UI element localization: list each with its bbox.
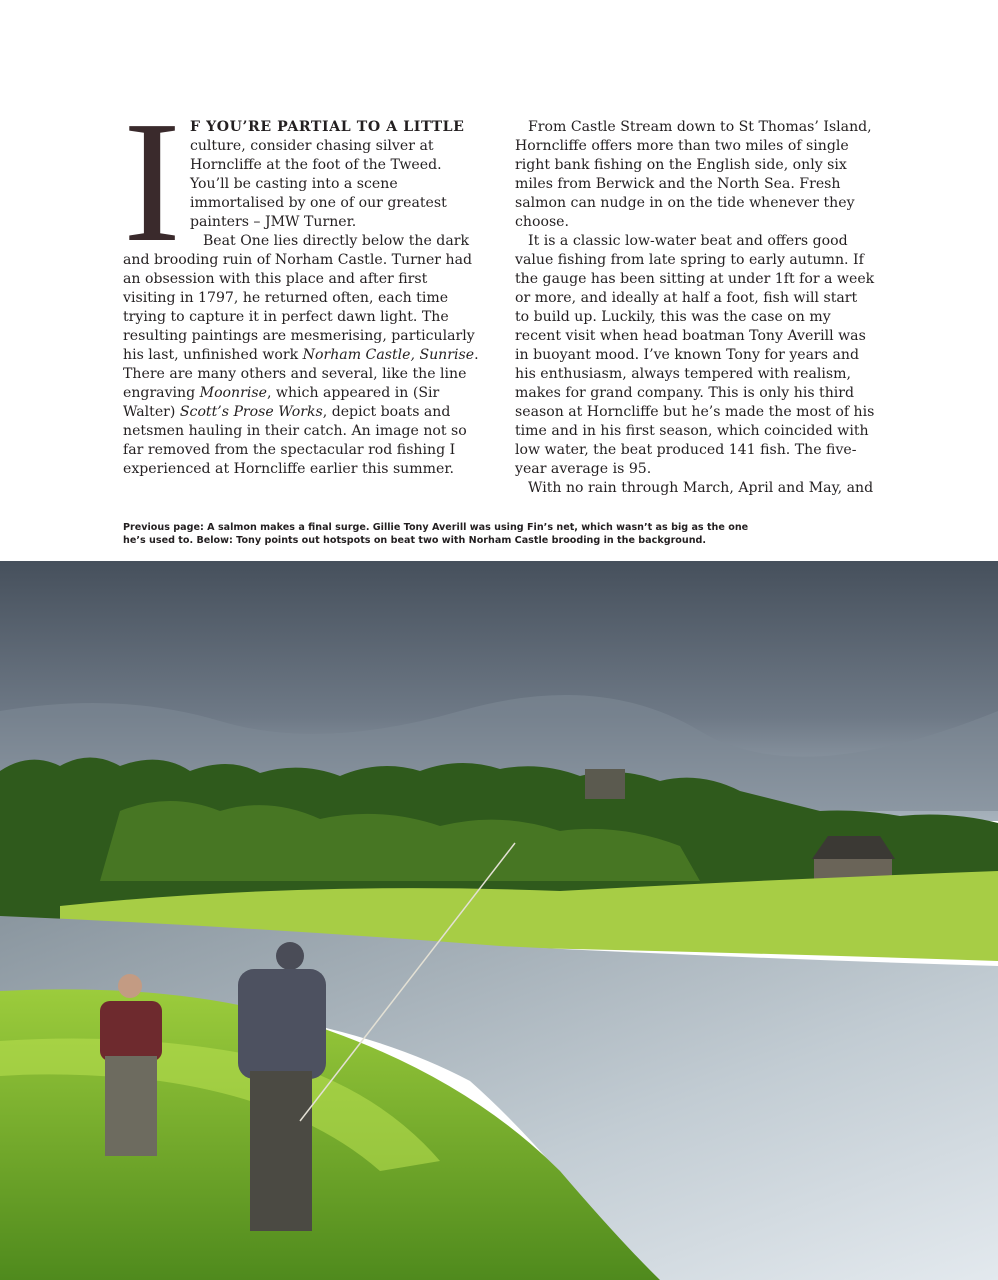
artwork-title: Norham Castle, Sunrise [302, 347, 475, 363]
paragraph-text: , depict boats and netsmen hauling in their catch. An image not so far removed from the spectacular rod fishing I experienced at Horncliffe earlier this summer. [123, 404, 467, 477]
paragraph-continued: With no rain through March, April and May, and [528, 480, 874, 496]
photo-caption [123, 522, 813, 547]
river-photo [0, 561, 998, 1280]
paragraph-text: Beat One lies directly below the dark and brooding ruin of Norham Castle. Turner had an obsession with this place and after first visiting in 1797, he returned often, each time trying to capture it in perfect dawn light. The resulting paintings are mesmerising, particularly his last, unfinished work [123, 233, 475, 363]
paragraph-text: . There are many others and several, like the line engraving [123, 347, 479, 401]
paragraph-beat: From Castle Stream down to St Thomas’ Island, Horncliffe offers more than two miles of single right bank fishing on the English side, only six miles from Berwick and the North Sea. Fresh salmon can nudge in on the tide whenever they choose. [515, 119, 872, 230]
artwork-title: Moonrise [199, 385, 267, 401]
opening-paragraph [123, 85, 483, 278]
article-column-left [123, 85, 483, 477]
gillie-figure [100, 974, 162, 1156]
caption-line-2: he’s used to. Below: Tony points out hotspots on beat two with Norham Castle brooding in the background. [123, 534, 707, 546]
paragraph-text: , which appeared in (Sir Walter) [123, 385, 440, 420]
book-title: Scott’s Prose Works [179, 404, 323, 420]
drop-cap: I [123, 85, 181, 278]
castle-ruin [585, 769, 625, 799]
caption-line-1: Previous page: A salmon makes a final surge. Gillie Tony Averill was using Fin’s net, which wasn’t as big as the one [123, 522, 749, 533]
paragraph-turner [123, 232, 483, 479]
lead-in: F YOU’RE PARTIAL TO A LITTLE [189, 119, 465, 135]
article-column-right [515, 118, 875, 496]
paragraph-low-water: It is a classic low-water beat and offers good value fishing from late spring to early autumn. If the gauge has been sitting at under 1ft for a week or more, and ideally at half a foot, fish will start to build up. Luckily, this was the case on my recent visit when head boatman Tony Averill was in buoyant mood. I’ve known Tony for years and his enthusiasm, always tempered with realism, makes for grand company. This is only his third season at Horncliffe but he’s made the most of his time and in his first season, which coincided with low water, the beat produced 141 fish. The five-year average is 95. [515, 233, 875, 477]
article-body [123, 85, 875, 496]
opening-text: culture, consider chasing silver at Horncliffe at the foot of the Tweed. You’ll be casting into a scene immortalised by one of our greatest painters – JMW Turner. [189, 138, 447, 230]
